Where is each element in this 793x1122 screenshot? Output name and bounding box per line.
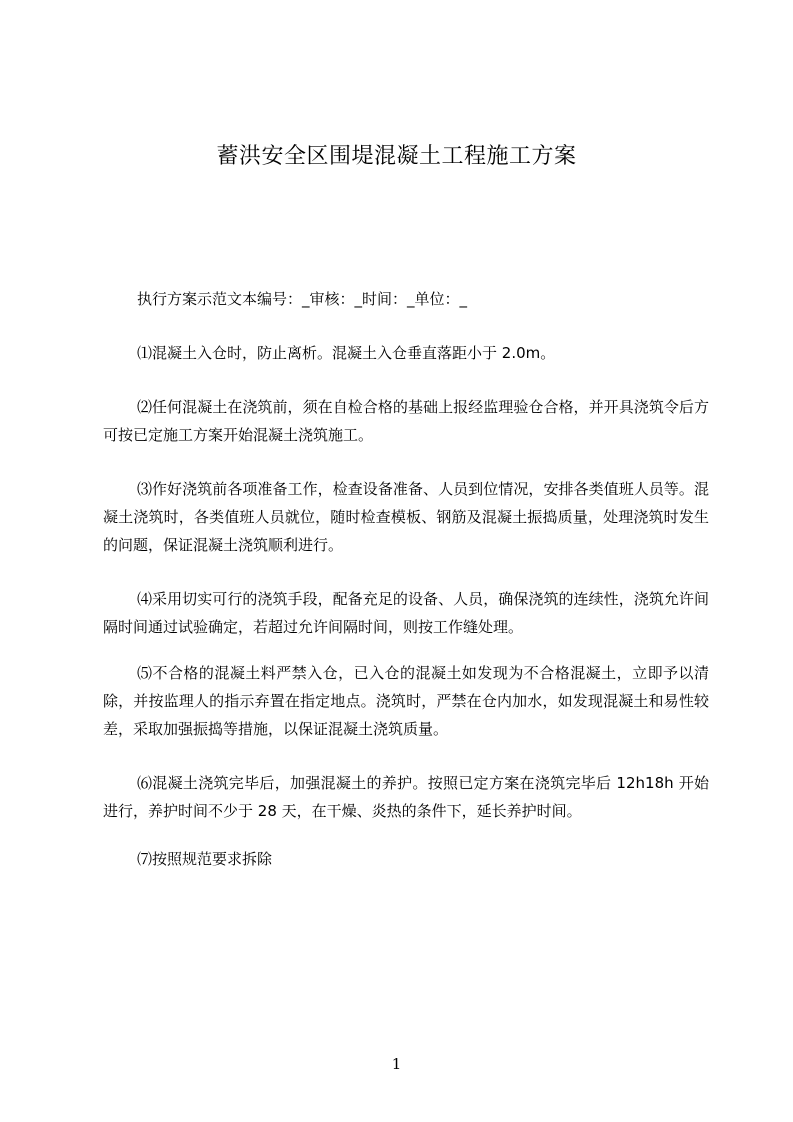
paragraph-1: ⑴混凝土入仓时，防止离析。混凝土入仓垂直落距小于 2.0m。 <box>137 344 556 362</box>
paragraph-5: ⑸不合格的混凝土料严禁入仓，已入仓的混凝土如发现为不合格混凝土，立即予以清除，并按监理人的指示弃置在指定地点。浇筑时，严禁在仓内加水，如发现混凝土和易性较差，采取加强振捣等措施，以保证混凝土浇筑质量。 <box>103 664 709 738</box>
document-meta-line: 执行方案示范文本编号：_审核：_时间：_单位：_ <box>137 290 468 308</box>
paragraph-6: ⑹混凝土浇筑完毕后，加强混凝土的养护。按照已定方案在浇筑完毕后 12h18h 开始进行，养护时间不少于 28 天，在干燥、炎热的条件下，延长养护时间。 <box>103 774 709 820</box>
paragraph-4: ⑷采用切实可行的浇筑手段，配备充足的设备、人员，确保浇筑的连续性，浇筑允许间隔时间通过试验确定，若超过允许间隔时间，则按工作缝处理。 <box>103 590 709 636</box>
document-title: 蓄洪安全区围堤混凝土工程施工方案 <box>216 144 577 169</box>
paragraph-2: ⑵任何混凝土在浇筑前，须在自检合格的基础上报经监理验仓合格，并开具浇筑令后方可按已定施工方案开始混凝土浇筑施工。 <box>103 398 709 444</box>
page-number: 1 <box>391 1055 402 1073</box>
paragraph-3: ⑶作好浇筑前各项准备工作，检查设备准备、人员到位情况，安排各类值班人员等。混凝土浇筑时，各类值班人员就位，随时检查模板、钢筋及混凝土振捣质量，处理浇筑时发生的问题，保证混凝土浇筑顺利进行。 <box>103 480 709 554</box>
paragraph-7: ⑺按照规范要求拆除 <box>137 850 273 868</box>
